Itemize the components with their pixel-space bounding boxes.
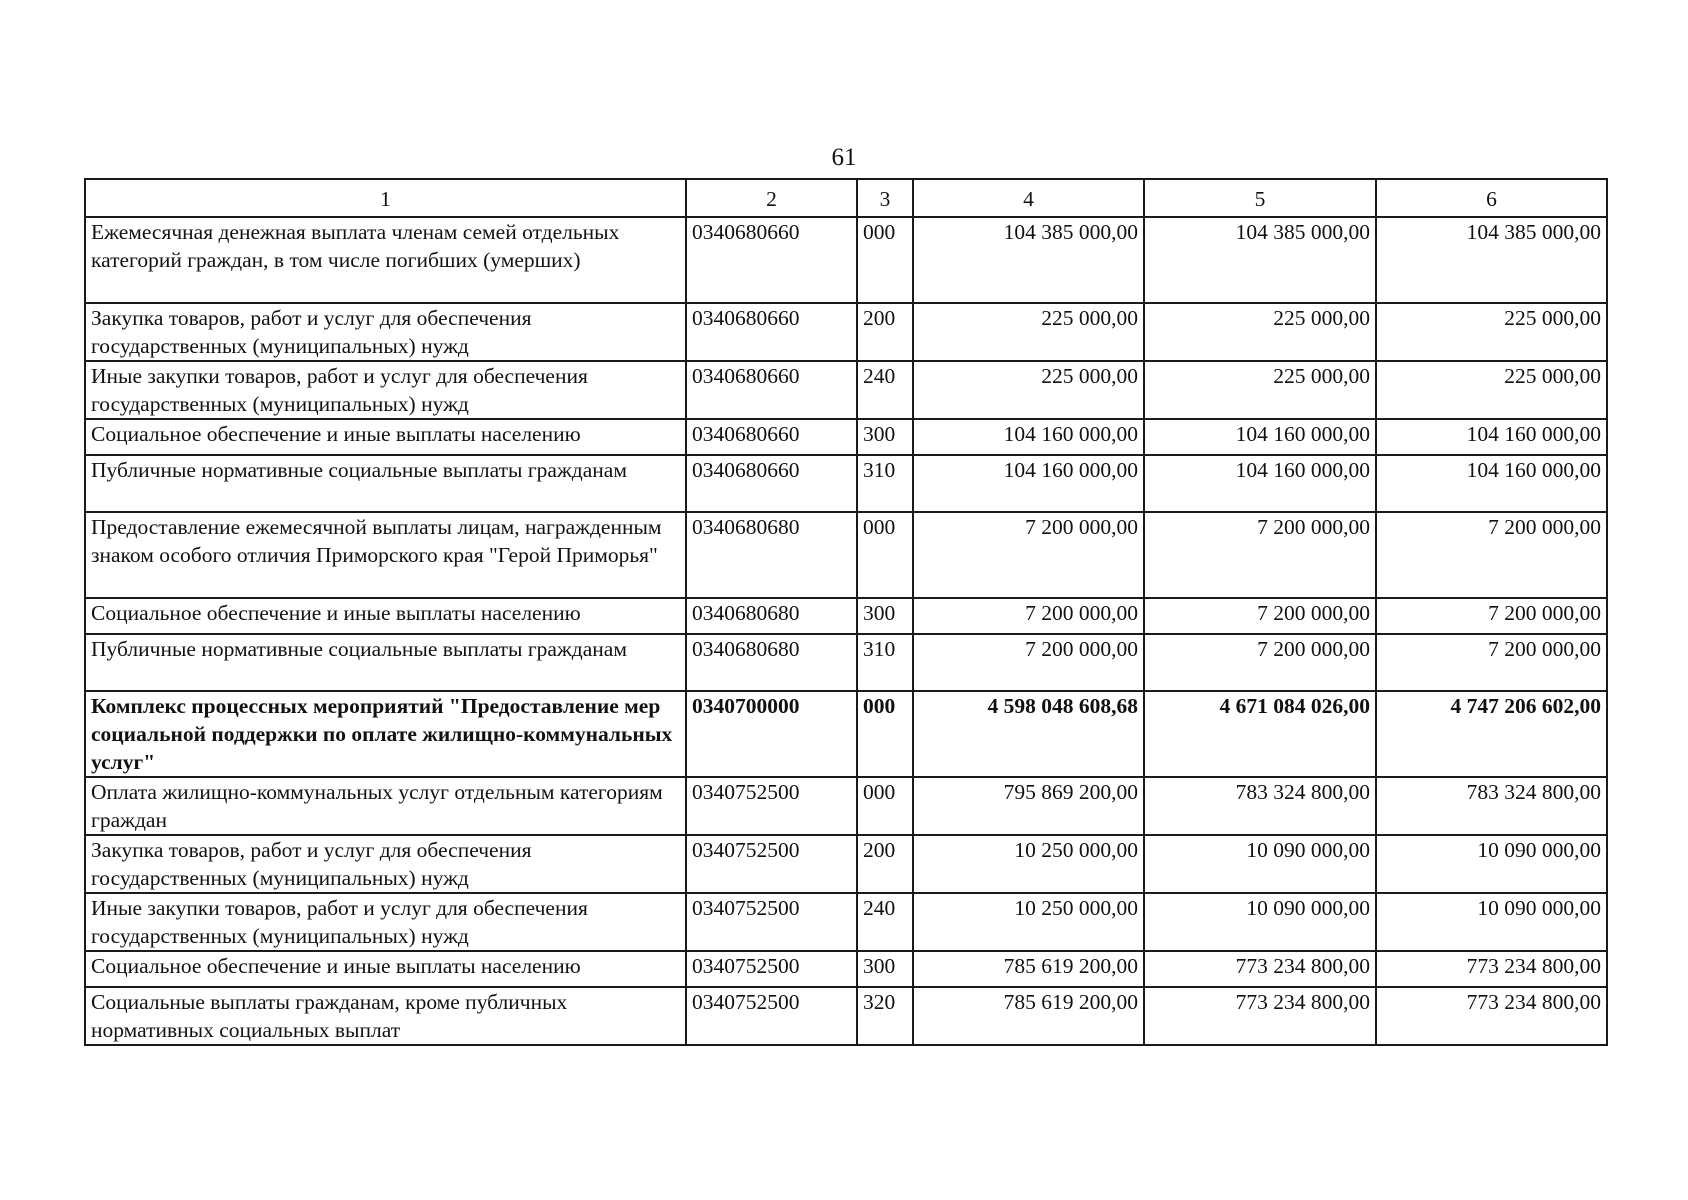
row-name: Социальное обеспечение и иные выплаты населению	[85, 951, 686, 987]
row-value-5: 773 234 800,00	[1144, 987, 1376, 1045]
row-value-6: 4 747 206 602,00	[1376, 691, 1607, 777]
row-value-6: 773 234 800,00	[1376, 987, 1607, 1045]
row-name: Ежемесячная денежная выплата членам семей отдельных категорий граждан, в том числе погибших (умерших)	[85, 217, 686, 303]
row-value-5: 225 000,00	[1144, 361, 1376, 419]
row-value-5: 7 200 000,00	[1144, 598, 1376, 634]
row-value-4: 7 200 000,00	[913, 598, 1144, 634]
row-value-5: 783 324 800,00	[1144, 777, 1376, 835]
table-row	[85, 419, 1607, 455]
row-type: 240	[857, 893, 913, 951]
row-value-4: 785 619 200,00	[913, 987, 1144, 1045]
table-row	[85, 361, 1607, 419]
row-value-4: 7 200 000,00	[913, 634, 1144, 691]
row-value-4: 104 160 000,00	[913, 419, 1144, 455]
row-type: 200	[857, 303, 913, 361]
row-name: Социальные выплаты гражданам, кроме публичных нормативных социальных выплат	[85, 987, 686, 1045]
row-type: 000	[857, 691, 913, 777]
row-type: 320	[857, 987, 913, 1045]
row-code: 0340680660	[686, 303, 857, 361]
row-value-6: 7 200 000,00	[1376, 512, 1607, 598]
row-name: Иные закупки товаров, работ и услуг для обеспечения государственных (муниципальных) нужд	[85, 361, 686, 419]
column-header-6: 6	[1376, 179, 1607, 217]
row-name: Комплекс процессных мероприятий "Предоставление мер социальной поддержки по оплате жилищно-коммунальных услуг"	[85, 691, 686, 777]
row-type: 000	[857, 217, 913, 303]
header-row	[85, 179, 1607, 217]
row-name: Публичные нормативные социальные выплаты гражданам	[85, 455, 686, 512]
row-value-4: 795 869 200,00	[913, 777, 1144, 835]
row-name: Закупка товаров, работ и услуг для обеспечения государственных (муниципальных) нужд	[85, 303, 686, 361]
column-header-1: 1	[85, 179, 686, 217]
budget-table	[84, 178, 1608, 1046]
row-value-5: 10 090 000,00	[1144, 893, 1376, 951]
row-value-4: 4 598 048 608,68	[913, 691, 1144, 777]
row-value-5: 104 385 000,00	[1144, 217, 1376, 303]
row-code: 0340752500	[686, 951, 857, 987]
row-code: 0340752500	[686, 777, 857, 835]
row-value-4: 10 250 000,00	[913, 893, 1144, 951]
row-code: 0340752500	[686, 893, 857, 951]
table-row	[85, 835, 1607, 893]
row-type: 200	[857, 835, 913, 893]
table-row	[85, 598, 1607, 634]
row-code: 0340700000	[686, 691, 857, 777]
row-name: Социальное обеспечение и иные выплаты населению	[85, 419, 686, 455]
row-code: 0340680660	[686, 455, 857, 512]
row-code: 0340680660	[686, 419, 857, 455]
row-code: 0340680680	[686, 512, 857, 598]
row-name: Социальное обеспечение и иные выплаты населению	[85, 598, 686, 634]
row-name: Оплата жилищно-коммунальных услуг отдельным категориям граждан	[85, 777, 686, 835]
table-row	[85, 455, 1607, 512]
page-number: 61	[831, 144, 857, 171]
row-value-5: 104 160 000,00	[1144, 419, 1376, 455]
row-value-6: 225 000,00	[1376, 361, 1607, 419]
column-header-3: 3	[857, 179, 913, 217]
row-value-5: 104 160 000,00	[1144, 455, 1376, 512]
row-code: 0340680680	[686, 634, 857, 691]
row-value-6: 7 200 000,00	[1376, 634, 1607, 691]
table-row	[85, 634, 1607, 691]
row-value-6: 225 000,00	[1376, 303, 1607, 361]
row-name: Публичные нормативные социальные выплаты гражданам	[85, 634, 686, 691]
row-value-6: 104 160 000,00	[1376, 455, 1607, 512]
row-code: 0340680660	[686, 217, 857, 303]
column-header-2: 2	[686, 179, 857, 217]
row-value-4: 104 385 000,00	[913, 217, 1144, 303]
table-row	[85, 217, 1607, 303]
row-type: 310	[857, 455, 913, 512]
row-type: 000	[857, 777, 913, 835]
row-type: 300	[857, 419, 913, 455]
row-value-5: 7 200 000,00	[1144, 634, 1376, 691]
table-row	[85, 987, 1607, 1045]
row-value-4: 225 000,00	[913, 303, 1144, 361]
row-value-6: 7 200 000,00	[1376, 598, 1607, 634]
row-value-5: 4 671 084 026,00	[1144, 691, 1376, 777]
table-row	[85, 512, 1607, 598]
row-type: 240	[857, 361, 913, 419]
row-value-6: 773 234 800,00	[1376, 951, 1607, 987]
row-type: 300	[857, 951, 913, 987]
column-header-4: 4	[913, 179, 1144, 217]
row-value-5: 773 234 800,00	[1144, 951, 1376, 987]
table-row	[85, 951, 1607, 987]
row-value-5: 7 200 000,00	[1144, 512, 1376, 598]
row-value-5: 225 000,00	[1144, 303, 1376, 361]
row-value-6: 104 160 000,00	[1376, 419, 1607, 455]
row-value-6: 10 090 000,00	[1376, 835, 1607, 893]
row-value-4: 225 000,00	[913, 361, 1144, 419]
table-row	[85, 893, 1607, 951]
row-value-4: 104 160 000,00	[913, 455, 1144, 512]
row-value-4: 10 250 000,00	[913, 835, 1144, 893]
row-value-5: 10 090 000,00	[1144, 835, 1376, 893]
row-name: Иные закупки товаров, работ и услуг для обеспечения государственных (муниципальных) нужд	[85, 893, 686, 951]
row-code: 0340680680	[686, 598, 857, 634]
row-code: 0340680660	[686, 361, 857, 419]
row-value-4: 7 200 000,00	[913, 512, 1144, 598]
row-type: 000	[857, 512, 913, 598]
table-row	[85, 777, 1607, 835]
row-value-6: 783 324 800,00	[1376, 777, 1607, 835]
row-type: 310	[857, 634, 913, 691]
table-row-section	[85, 691, 1607, 777]
row-name: Закупка товаров, работ и услуг для обеспечения государственных (муниципальных) нужд	[85, 835, 686, 893]
row-value-6: 10 090 000,00	[1376, 893, 1607, 951]
row-value-6: 104 385 000,00	[1376, 217, 1607, 303]
table-row	[85, 303, 1607, 361]
row-code: 0340752500	[686, 987, 857, 1045]
row-value-4: 785 619 200,00	[913, 951, 1144, 987]
row-code: 0340752500	[686, 835, 857, 893]
column-header-5: 5	[1144, 179, 1376, 217]
row-type: 300	[857, 598, 913, 634]
row-name: Предоставление ежемесячной выплаты лицам, награжденным знаком особого отличия Приморского края "Герой Приморья"	[85, 512, 686, 598]
